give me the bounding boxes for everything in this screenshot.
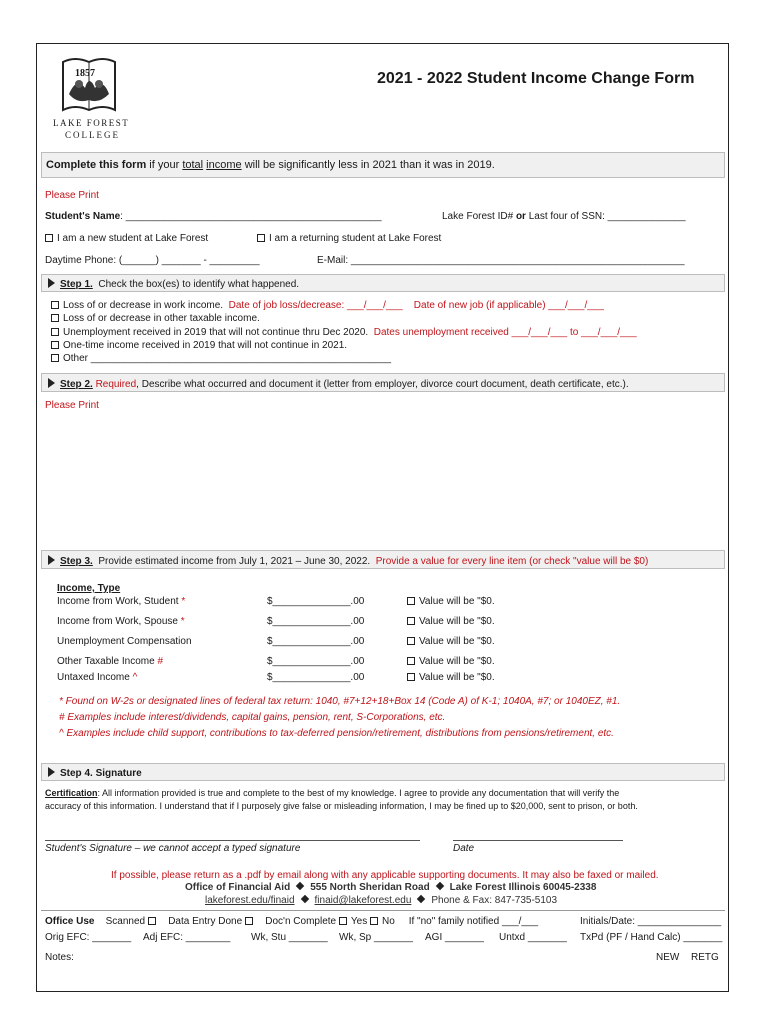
income-amount-field[interactable]: $______________.00 (267, 616, 365, 627)
untxd-field[interactable]: Untxd _______ (499, 932, 567, 943)
diamond-icon (296, 882, 304, 890)
step1-item[interactable] (51, 313, 260, 324)
scanned-checkbox[interactable] (148, 917, 156, 925)
returning-student-option[interactable] (257, 233, 441, 244)
txpd-field[interactable]: TxPd (PF / Hand Calc) _______ (580, 932, 723, 943)
step2-text: , Describe what occurred and document it (letter from employer, divorce court document, death certificate, etc.). (136, 379, 629, 390)
intro-bold: Complete this form (46, 159, 147, 171)
returning-student-checkbox[interactable] (257, 234, 265, 242)
value-zero-checkbox[interactable] (407, 617, 415, 625)
step1-other-field[interactable]: Other ______________________________________________________ (63, 353, 392, 364)
college-seal-icon (59, 54, 119, 116)
notes-label: Notes: (45, 952, 74, 963)
intro-part2: will be significantly less in 2021 than it was in 2019. (241, 159, 495, 171)
income-amount-field[interactable]: $______________.00 (267, 672, 365, 683)
date-label: Date (453, 843, 475, 854)
income-amount-field[interactable]: $______________.00 (267, 636, 365, 647)
step1-item[interactable] (51, 340, 347, 351)
value-zero-checkbox[interactable] (407, 657, 415, 665)
docs-yes-checkbox[interactable] (339, 917, 347, 925)
please-print-label: Please Print (45, 190, 99, 201)
income-row-label: Income from Work, Spouse * (57, 616, 185, 627)
step1-checkbox[interactable] (51, 301, 59, 309)
signature-label: Student's Signature – we cannot accept a typed signature (45, 843, 301, 854)
step3-label: Step 3. (60, 556, 93, 567)
agi-field[interactable]: AGI _______ (425, 932, 484, 943)
new-job-date-field[interactable]: Date of new job (if applicable) ___/___/___ (413, 300, 604, 311)
form-title: 2021 - 2022 Student Income Change Form (377, 70, 695, 87)
step2-required: Required (95, 379, 137, 390)
data-entry-checkbox[interactable] (245, 917, 253, 925)
value-zero-option[interactable]: Value will be "$0. (407, 656, 495, 667)
step1-item[interactable] (51, 327, 637, 338)
step1-item-text: Loss of or decrease in other taxable income. (63, 313, 260, 324)
returning-student-label: I am a returning student at Lake Forest (269, 233, 442, 244)
return-note: If possible, please return as a .pdf by email along with any applicable supporting documents. It may also be faxed or mailed. (111, 870, 659, 881)
value-zero-option[interactable]: Value will be "$0. (407, 636, 495, 647)
step1-item-text: One-time income received in 2019 that will not continue in 2021. (63, 340, 348, 351)
adj-efc-field[interactable]: Adj EFC: ________ (143, 932, 231, 943)
ssn-field[interactable]: Last four of SSN: ______________ (528, 211, 686, 222)
footnote-hash: # Examples include interest/dividends, capital gains, pension, rent, S-Corporations, etc. (59, 712, 446, 723)
value-zero-option[interactable]: Value will be "$0. (407, 616, 495, 627)
certification-text1: : All information provided is true and complete to the best of my knowledge. I agree to provide any documentation that will verify the (97, 788, 620, 798)
step4-label: Step 4. Signature (60, 768, 142, 779)
office-city: Lake Forest Illinois 60045-2338 (449, 882, 597, 893)
student-id-row (442, 211, 686, 222)
step4-arrow-icon (48, 767, 55, 777)
value-zero-checkbox[interactable] (407, 673, 415, 681)
step3-text: Provide estimated income from July 1, 2021 – June 30, 2022. (98, 556, 371, 567)
college-name-line2: COLLEGE (65, 130, 120, 140)
step1-item[interactable] (51, 300, 604, 311)
step3-red-note: Provide a value for every line item (or check "value will be $0) (375, 556, 649, 567)
step1-text: Check the box(es) to identify what happened. (98, 279, 300, 290)
scanned-label: Scanned (105, 916, 146, 927)
unemployment-dates-field[interactable]: Dates unemployment received ___/___/___ to ___/___/___ (373, 327, 637, 338)
office-address (185, 882, 596, 893)
step1-checkbox[interactable] (51, 354, 59, 362)
step2-bar (41, 373, 725, 392)
value-zero-option[interactable]: Value will be "$0. (407, 596, 495, 607)
student-id-label: Lake Forest ID# (442, 211, 514, 222)
new-student-checkbox[interactable] (45, 234, 53, 242)
step1-checkbox[interactable] (51, 314, 59, 322)
income-amount-field[interactable]: $______________.00 (267, 656, 365, 667)
student-name-row (45, 211, 382, 222)
income-amount-field[interactable]: $______________.00 (267, 596, 365, 607)
retg-label: RETG (691, 952, 719, 963)
step2-description-area[interactable] (41, 414, 725, 544)
diamond-icon (435, 882, 443, 890)
office-phone: Phone & Fax: 847-735-5103 (431, 895, 558, 906)
finaid-email-link[interactable]: finaid@lakeforest.edu (314, 895, 412, 906)
value-zero-option[interactable]: Value will be "$0. (407, 672, 495, 683)
office-use-row1 (45, 916, 538, 927)
step3-bar (41, 550, 725, 569)
office-name: Office of Financial Aid (185, 882, 291, 893)
yes-label: Yes (350, 916, 368, 927)
student-name-label: Student's Name (45, 211, 121, 222)
intro-bar (41, 152, 725, 178)
new-label: NEW (656, 952, 680, 963)
diamond-icon (300, 895, 308, 903)
docs-complete-label: Doc'n Complete (265, 916, 337, 927)
step1-item[interactable] (51, 353, 391, 364)
form-page (36, 43, 729, 992)
or-label: or (515, 211, 526, 222)
initials-date-field[interactable]: Initials/Date: _______________ (580, 916, 722, 927)
step1-item-text: Loss of or decrease in work income. (63, 300, 224, 311)
step1-checkbox[interactable] (51, 341, 59, 349)
docs-no-checkbox[interactable] (370, 917, 378, 925)
value-zero-checkbox[interactable] (407, 637, 415, 645)
email-field[interactable]: E-Mail: ____________________________________________________________ (317, 255, 685, 266)
family-notified-field[interactable]: If "no" family notified ___/___ (408, 916, 539, 927)
college-name-line1: LAKE FOREST (53, 118, 130, 128)
new-student-option[interactable] (45, 233, 208, 244)
step3-arrow-icon (48, 555, 55, 565)
step1-label: Step 1. (60, 279, 93, 290)
step2-arrow-icon (48, 378, 55, 388)
data-entry-label: Data Entry Done (168, 916, 243, 927)
daytime-phone-field[interactable]: Daytime Phone: (______) _______ - _________ (45, 255, 260, 266)
certification-text2: accuracy of this information. I understand that if I purposely give false or misleading information, I may be fined up to $20,000, sent to prison, or both. (45, 801, 638, 811)
college-logo (51, 54, 131, 144)
step1-arrow-icon (48, 278, 55, 288)
step1-bar (41, 274, 725, 292)
office-contacts (205, 895, 557, 906)
new-student-label: I am a new student at Lake Forest (57, 233, 209, 244)
step1-item-text: Unemployment received in 2019 that will not continue thru Dec 2020. (63, 327, 369, 338)
intro-total: total (182, 159, 204, 171)
office-use-label: Office Use (45, 916, 95, 927)
certification-line1 (45, 788, 619, 798)
footnote-star: * Found on W-2s or designated lines of federal tax return: 1040, #7+12+18+Box 14 (Code A) of K-1; 1040A, #7; or 1040EZ, #1. (59, 696, 621, 707)
income-type-header: Income, Type (57, 583, 121, 594)
step1-checkbox[interactable] (51, 328, 59, 336)
income-row-label: Unemployment Compensation (57, 636, 192, 647)
office-street: 555 North Sheridan Road (310, 882, 430, 893)
student-name-field[interactable]: : ______________________________________________ (120, 211, 382, 222)
step4-bar (41, 763, 725, 781)
income-row-label: Untaxed Income ^ (57, 672, 138, 683)
intro-income: income (206, 159, 242, 171)
step2-please-print: Please Print (45, 400, 99, 411)
job-loss-date-field[interactable]: Date of job loss/decrease: ___/___/___ (228, 300, 403, 311)
income-row-label: Income from Work, Student * (57, 596, 186, 607)
footnote-caret: ^ Examples include child support, contributions to tax-deferred pension/retirement, distributions from pensions/retirement, etc. (59, 728, 614, 739)
value-zero-checkbox[interactable] (407, 597, 415, 605)
office-use-divider (41, 910, 725, 911)
orig-efc-field[interactable]: Orig EFC: _______ (45, 932, 132, 943)
seal-year: 1857 (75, 68, 95, 79)
diamond-icon (417, 895, 425, 903)
date-line[interactable] (453, 840, 623, 841)
wk-stu-field[interactable]: Wk, Stu _______ (251, 932, 328, 943)
step2-label: Step 2. (60, 379, 93, 390)
intro-part1: if your (146, 159, 183, 171)
income-row-label: Other Taxable Income # (57, 656, 163, 667)
wk-sp-field[interactable]: Wk, Sp _______ (339, 932, 413, 943)
certification-label: Certification (45, 788, 98, 798)
no-label: No (382, 916, 395, 927)
finaid-web-link[interactable]: lakeforest.edu/finaid (205, 895, 295, 906)
signature-line[interactable] (45, 840, 420, 841)
